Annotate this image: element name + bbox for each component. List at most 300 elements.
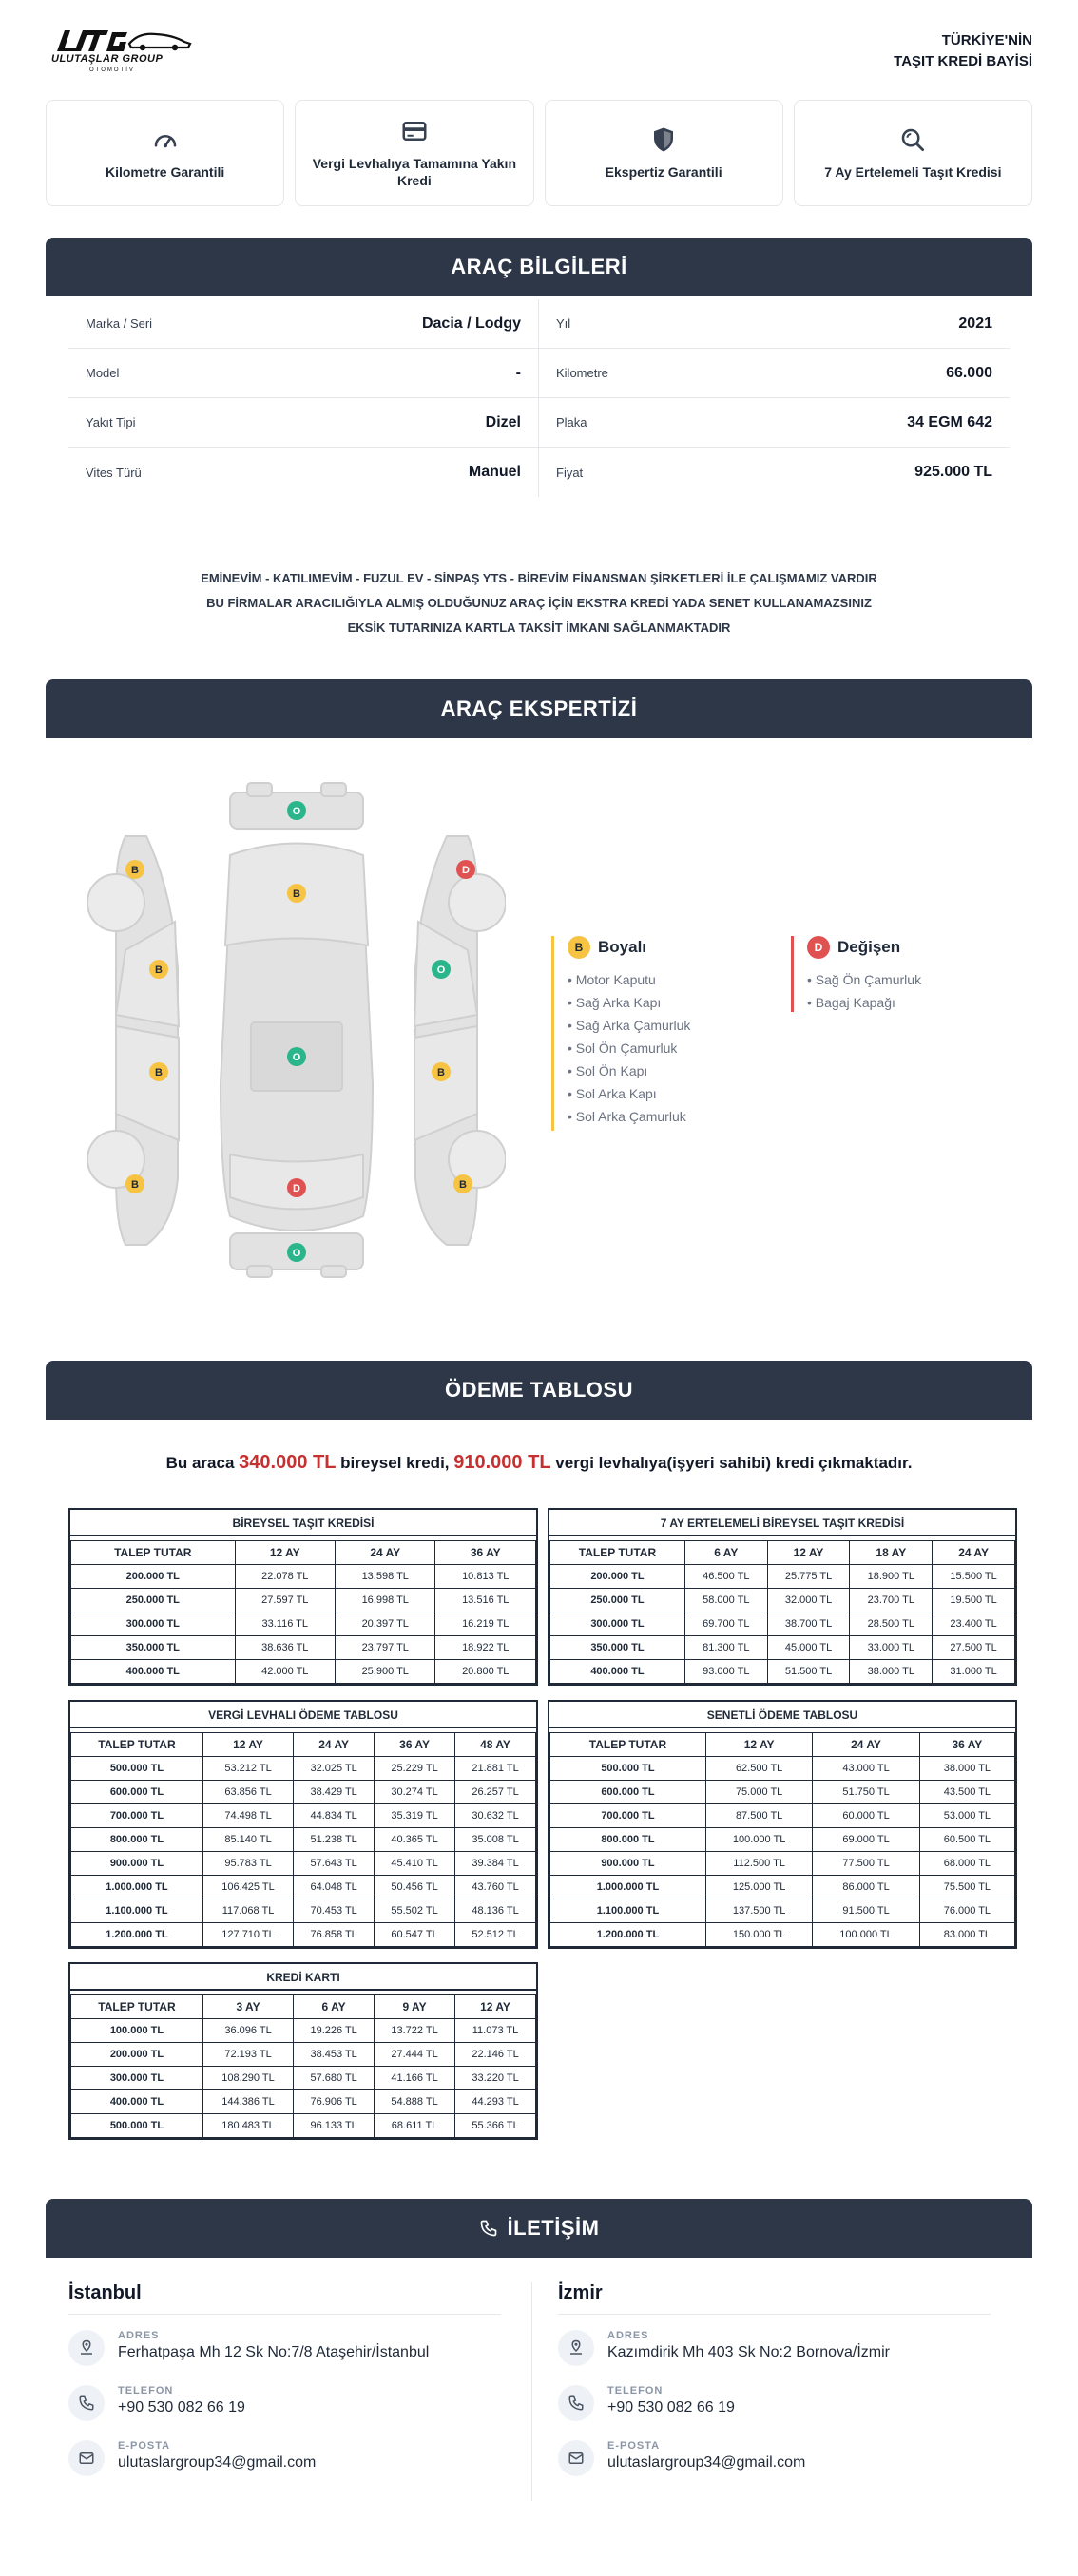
address-icon	[558, 2330, 594, 2366]
requested-amount-cell: 300.000 TL	[71, 1612, 236, 1636]
requested-amount-cell: 500.000 TL	[71, 2114, 203, 2138]
summary-text: bireysel kredi,	[340, 1454, 450, 1472]
svg-text:O: O	[292, 1248, 301, 1259]
column-header: TALEP TUTAR	[71, 1733, 203, 1757]
table-row	[71, 1565, 536, 1589]
installment-cell: 25.900 TL	[336, 1660, 435, 1684]
requested-amount-cell: 1.000.000 TL	[71, 1876, 203, 1899]
column-header: 36 AY	[919, 1733, 1014, 1757]
installment-cell: 43.000 TL	[813, 1757, 919, 1781]
marker-roof[interactable]	[287, 1047, 306, 1066]
info-key: Yakıt Tipi	[86, 415, 136, 429]
table-row	[550, 1660, 1015, 1684]
installment-cell: 40.365 TL	[375, 1828, 455, 1852]
info-row	[539, 299, 1010, 349]
svg-text:B: B	[155, 1067, 163, 1078]
table-row	[550, 1804, 1015, 1828]
list-item: • Sağ Arka Çamurluk	[568, 1014, 690, 1037]
column-header: 12 AY	[455, 1995, 536, 2019]
table-row	[550, 1876, 1015, 1899]
email-link[interactable]: ulutaslargroup34@gmail.com	[607, 2454, 806, 2471]
installment-cell: 51.500 TL	[767, 1660, 850, 1684]
legend-painted-title	[568, 936, 690, 959]
personal-credit-amount: 340.000 TL	[239, 1452, 337, 1473]
section-title: İLETİŞİM	[507, 2216, 600, 2240]
installment-cell: 11.073 TL	[455, 2019, 536, 2043]
installment-cell: 69.700 TL	[684, 1612, 767, 1636]
table-title: VERGİ LEVHALI ÖDEME TABLOSU	[70, 1702, 536, 1728]
requested-amount-cell: 400.000 TL	[550, 1660, 685, 1684]
replaced-parts-list	[807, 968, 921, 1014]
column-header: 48 AY	[455, 1733, 536, 1757]
table-row	[71, 1899, 536, 1923]
table-row	[550, 1899, 1015, 1923]
section-title: ARAÇ BİLGİLERİ	[46, 238, 1032, 296]
summary-text: Bu araca	[165, 1454, 235, 1472]
installment-cell: 75.500 TL	[919, 1876, 1014, 1899]
installment-cell: 33.220 TL	[455, 2067, 536, 2090]
phone-label: TELEFON	[607, 2385, 664, 2396]
info-row	[68, 398, 538, 448]
marker-hood[interactable]	[287, 884, 306, 903]
info-key: Vites Türü	[86, 465, 142, 480]
installment-cell: 18.922 TL	[435, 1636, 536, 1660]
table-row	[550, 1781, 1015, 1804]
marker-right-front-door[interactable]	[432, 960, 451, 979]
column-header: 18 AY	[850, 1541, 933, 1565]
info-value: -	[515, 364, 521, 381]
site-header	[46, 27, 1032, 84]
table-title: SENETLİ ÖDEME TABLOSU	[549, 1702, 1015, 1728]
installment-cell: 55.502 TL	[375, 1899, 455, 1923]
table-row	[71, 1589, 536, 1612]
table-row	[550, 1636, 1015, 1660]
column-header: 12 AY	[705, 1733, 812, 1757]
marker-right-front-fender[interactable]	[456, 860, 475, 879]
installment-cell: 15.500 TL	[933, 1565, 1015, 1589]
section-title: ÖDEME TABLOSU	[46, 1361, 1032, 1420]
svg-text:B: B	[293, 888, 300, 900]
table-row	[71, 1804, 536, 1828]
installment-cell: 112.500 TL	[705, 1852, 812, 1876]
feature-card-expertise	[545, 100, 783, 206]
installment-cell: 72.193 TL	[202, 2043, 293, 2067]
installment-cell: 30.632 TL	[455, 1804, 536, 1828]
installment-cell: 45.000 TL	[767, 1636, 850, 1660]
installment-cell: 13.516 TL	[435, 1589, 536, 1612]
table-row	[71, 2043, 536, 2067]
column-header: 36 AY	[435, 1541, 536, 1565]
expertise-header	[46, 679, 1032, 738]
requested-amount-cell: 800.000 TL	[550, 1828, 706, 1852]
column-header: TALEP TUTAR	[550, 1733, 706, 1757]
legend-title: Boyalı	[598, 938, 647, 956]
svg-text:D: D	[293, 1183, 300, 1194]
list-item: • Bagaj Kapağı	[807, 991, 921, 1014]
installment-cell: 36.096 TL	[202, 2019, 293, 2043]
installment-cell: 38.000 TL	[919, 1757, 1014, 1781]
table-kredi-karti	[68, 1962, 538, 2140]
address-item	[558, 2330, 991, 2385]
vehicle-info-right	[539, 299, 1010, 497]
installment-cell: 45.410 TL	[375, 1852, 455, 1876]
info-value: Dacia / Lodgy	[421, 315, 521, 332]
tagline-line2: TAŞIT KREDİ BAYİSİ	[894, 53, 1032, 69]
info-value: Dizel	[485, 413, 521, 430]
table-row	[71, 2114, 536, 2138]
installment-cell: 44.834 TL	[294, 1804, 375, 1828]
requested-amount-cell: 1.200.000 TL	[71, 1923, 203, 1947]
installment-cell: 21.881 TL	[455, 1757, 536, 1781]
installment-cell: 38.429 TL	[294, 1781, 375, 1804]
installment-cell: 46.500 TL	[684, 1565, 767, 1589]
requested-amount-cell: 600.000 TL	[550, 1781, 706, 1804]
installment-cell: 23.400 TL	[933, 1612, 1015, 1636]
info-key: Kilometre	[556, 366, 608, 380]
installment-cell: 100.000 TL	[813, 1923, 919, 1947]
requested-amount-cell: 200.000 TL	[71, 1565, 236, 1589]
table-row	[71, 1660, 536, 1684]
tagline-line1: TÜRKİYE'NİN	[941, 32, 1032, 48]
notice-line: BU FİRMALAR ARACILIĞIYLA ALMIŞ OLDUĞUNUZ ARAÇ İÇİN EKSTRA KREDİ YADA SENET KULLANAMAZSINIZ	[206, 596, 872, 610]
info-row	[68, 349, 538, 398]
requested-amount-cell: 500.000 TL	[71, 1757, 203, 1781]
mail-icon	[558, 2440, 594, 2476]
installment-cell: 77.500 TL	[813, 1852, 919, 1876]
svg-text:O: O	[436, 964, 446, 976]
card-icon	[400, 117, 429, 145]
feature-label: 7 Ay Ertelemeli Taşıt Kredisi	[824, 164, 1002, 180]
info-value: Manuel	[468, 464, 521, 480]
marker-left-rear-door[interactable]	[149, 1062, 168, 1081]
summary-text: vergi levhalıya(işyeri sahibi) kredi çıkmaktadır.	[555, 1454, 913, 1472]
installment-cell: 27.444 TL	[375, 2043, 455, 2067]
contact-header	[46, 2199, 1032, 2258]
installment-cell: 50.456 TL	[375, 1876, 455, 1899]
email-item[interactable]	[68, 2440, 501, 2495]
installment-cell: 144.386 TL	[202, 2090, 293, 2114]
installment-cell: 125.000 TL	[705, 1876, 812, 1899]
installment-cell: 52.512 TL	[455, 1923, 536, 1947]
svg-text:B: B	[155, 964, 163, 976]
requested-amount-cell: 900.000 TL	[71, 1852, 203, 1876]
table-row	[71, 1757, 536, 1781]
logo-text: ULUTAŞLAR GROUP	[51, 53, 164, 65]
column-header: TALEP TUTAR	[550, 1541, 685, 1565]
legend-replaced-title	[807, 936, 921, 959]
list-item: • Sağ Arka Kapı	[568, 991, 690, 1014]
marker-left-front-door[interactable]	[149, 960, 168, 979]
phone-item[interactable]	[558, 2385, 991, 2440]
requested-amount-cell: 1.100.000 TL	[550, 1899, 706, 1923]
info-key: Marka / Seri	[86, 316, 153, 331]
header-tagline	[894, 30, 1032, 72]
table-title: KREDİ KARTI	[70, 1964, 536, 1991]
installment-cell: 106.425 TL	[202, 1876, 293, 1899]
payment-table	[70, 1540, 536, 1684]
email-item[interactable]	[558, 2440, 991, 2495]
installment-cell: 96.133 TL	[294, 2114, 375, 2138]
installment-cell: 48.136 TL	[455, 1899, 536, 1923]
feature-label: Kilometre Garantili	[105, 164, 225, 180]
installment-cell: 42.000 TL	[235, 1660, 335, 1684]
installment-cell: 86.000 TL	[813, 1876, 919, 1899]
column-header: TALEP TUTAR	[71, 1995, 203, 2019]
feature-label: Vergi Levhalıya Tamamına Yakın Kredi	[312, 156, 516, 188]
installment-cell: 93.000 TL	[684, 1660, 767, 1684]
installment-cell: 44.293 TL	[455, 2090, 536, 2114]
phone-link[interactable]: +90 530 082 66 19	[118, 2399, 245, 2415]
requested-amount-cell: 1.100.000 TL	[71, 1899, 203, 1923]
table-header-row	[71, 1733, 536, 1757]
marker-right-rear-fender[interactable]	[453, 1174, 472, 1193]
installment-cell: 180.483 TL	[202, 2114, 293, 2138]
installment-cell: 68.000 TL	[919, 1852, 1014, 1876]
table-bireysel-kredi	[68, 1508, 538, 1686]
info-row	[539, 349, 1010, 398]
installment-cell: 32.000 TL	[767, 1589, 850, 1612]
legend-title: Değişen	[837, 938, 901, 956]
table-header-row	[550, 1733, 1015, 1757]
svg-text:B: B	[459, 1179, 467, 1191]
info-value: 34 EGM 642	[907, 413, 992, 430]
marker-right-rear-door[interactable]	[432, 1062, 451, 1081]
requested-amount-cell: 900.000 TL	[550, 1852, 706, 1876]
installment-cell: 25.229 TL	[375, 1757, 455, 1781]
table-header-row	[71, 1995, 536, 2019]
installment-cell: 57.680 TL	[294, 2067, 375, 2090]
table-ertelemeli-kredi	[548, 1508, 1017, 1686]
address-icon	[68, 2330, 105, 2366]
feature-cards	[46, 100, 1032, 206]
painted-dot-icon: B	[568, 936, 590, 959]
table-row	[71, 1612, 536, 1636]
info-value: 925.000 TL	[914, 464, 992, 480]
installment-cell: 27.597 TL	[235, 1589, 335, 1612]
installment-cell: 30.274 TL	[375, 1781, 455, 1804]
table-row	[550, 1852, 1015, 1876]
installment-cell: 64.048 TL	[294, 1876, 375, 1899]
logo-car-icon	[51, 27, 194, 55]
installment-cell: 43.760 TL	[455, 1876, 536, 1899]
table-title: BİREYSEL TAŞIT KREDİSİ	[70, 1510, 536, 1536]
address-value: Kazımdirik Mh 403 Sk No:2 Bornova/İzmir	[607, 2344, 890, 2360]
requested-amount-cell: 300.000 TL	[550, 1612, 685, 1636]
info-key: Yıl	[556, 316, 571, 331]
payment-table	[549, 1732, 1015, 1947]
installment-cell: 51.750 TL	[813, 1781, 919, 1804]
table-row	[71, 1852, 536, 1876]
installment-cell: 75.000 TL	[705, 1781, 812, 1804]
vehicle-info-table	[68, 299, 1010, 480]
installment-cell: 87.500 TL	[705, 1804, 812, 1828]
installment-cell: 60.500 TL	[919, 1828, 1014, 1852]
installment-cell: 35.008 TL	[455, 1828, 536, 1852]
table-row	[71, 1781, 536, 1804]
installment-cell: 137.500 TL	[705, 1899, 812, 1923]
city-title: İzmir	[558, 2282, 991, 2315]
column-header: 24 AY	[933, 1541, 1015, 1565]
table-row	[550, 1612, 1015, 1636]
list-item: • Motor Kaputu	[568, 968, 690, 991]
installment-cell: 16.219 TL	[435, 1612, 536, 1636]
column-header: 12 AY	[202, 1733, 293, 1757]
table-row	[71, 2019, 536, 2043]
requested-amount-cell: 700.000 TL	[550, 1804, 706, 1828]
legend-painted	[551, 936, 690, 1131]
installment-cell: 108.290 TL	[202, 2067, 293, 2090]
column-header: 6 AY	[684, 1541, 767, 1565]
vehicle-info-header	[46, 238, 1032, 296]
installment-cell: 76.906 TL	[294, 2090, 375, 2114]
info-row	[539, 398, 1010, 448]
requested-amount-cell: 500.000 TL	[550, 1757, 706, 1781]
address-label: ADRES	[118, 2330, 160, 2341]
requested-amount-cell: 800.000 TL	[71, 1828, 203, 1852]
installment-cell: 83.000 TL	[919, 1923, 1014, 1947]
table-row	[550, 1565, 1015, 1589]
installment-cell: 18.900 TL	[850, 1565, 933, 1589]
info-row	[539, 448, 1010, 497]
installment-cell: 100.000 TL	[705, 1828, 812, 1852]
marker-left-front-fender[interactable]	[125, 860, 144, 879]
table-header-row	[550, 1541, 1015, 1565]
replaced-dot-icon: D	[807, 936, 830, 959]
marker-left-rear-fender[interactable]	[125, 1174, 144, 1193]
installment-cell: 33.116 TL	[235, 1612, 335, 1636]
table-vergi-levhali	[68, 1700, 538, 1949]
info-key: Model	[86, 366, 120, 380]
installment-cell: 38.700 TL	[767, 1612, 850, 1636]
requested-amount-cell: 200.000 TL	[71, 2043, 203, 2067]
requested-amount-cell: 400.000 TL	[71, 1660, 236, 1684]
installment-cell: 38.636 TL	[235, 1636, 335, 1660]
table-title: 7 AY ERTELEMELİ BİREYSEL TAŞIT KREDİSİ	[549, 1510, 1015, 1536]
table-row	[550, 1757, 1015, 1781]
installment-cell: 25.775 TL	[767, 1565, 850, 1589]
table-row	[71, 1828, 536, 1852]
installment-cell: 55.366 TL	[455, 2114, 536, 2138]
info-value: 2021	[958, 315, 992, 332]
requested-amount-cell: 1.000.000 TL	[550, 1876, 706, 1899]
installment-cell: 10.813 TL	[435, 1565, 536, 1589]
marker-trunk[interactable]	[287, 1178, 306, 1197]
feature-card-deferred	[794, 100, 1032, 206]
requested-amount-cell: 600.000 TL	[71, 1781, 203, 1804]
contact-divider	[531, 2282, 532, 2501]
installment-cell: 13.722 TL	[375, 2019, 455, 2043]
svg-text:B: B	[437, 1067, 445, 1078]
address-value: Ferhatpaşa Mh 12 Sk No:7/8 Ataşehir/İstanbul	[118, 2344, 430, 2360]
phone-label: TELEFON	[118, 2385, 174, 2396]
table-row	[71, 1923, 536, 1947]
installment-cell: 51.238 TL	[294, 1828, 375, 1852]
installment-cell: 43.500 TL	[919, 1781, 1014, 1804]
table-row	[71, 1876, 536, 1899]
svg-text:D: D	[462, 865, 470, 876]
requested-amount-cell: 1.200.000 TL	[550, 1923, 706, 1947]
contact-title-bar	[46, 2199, 1032, 2258]
list-item: • Sağ Ön Çamurluk	[807, 968, 921, 991]
installment-cell: 69.000 TL	[813, 1828, 919, 1852]
list-item: • Sol Arka Kapı	[568, 1082, 690, 1105]
installment-cell: 117.068 TL	[202, 1899, 293, 1923]
column-header: 6 AY	[294, 1995, 375, 2019]
phone-icon	[68, 2385, 105, 2421]
installment-cell: 20.397 TL	[336, 1612, 435, 1636]
address-label: ADRES	[607, 2330, 649, 2341]
feature-label: Ekspertiz Garantili	[605, 164, 722, 180]
installment-cell: 23.700 TL	[850, 1589, 933, 1612]
column-header: 24 AY	[336, 1541, 435, 1565]
brand-logo[interactable]	[51, 27, 194, 76]
credit-summary	[46, 1452, 1032, 1474]
column-header: 3 AY	[202, 1995, 293, 2019]
contact-istanbul	[68, 2282, 501, 2495]
installment-cell: 22.078 TL	[235, 1565, 335, 1589]
installment-cell: 76.000 TL	[919, 1899, 1014, 1923]
email-link[interactable]: ulutaslargroup34@gmail.com	[118, 2454, 317, 2471]
installment-cell: 38.000 TL	[850, 1660, 933, 1684]
marker-front-bumper[interactable]	[287, 801, 306, 820]
marker-rear-bumper[interactable]	[287, 1243, 306, 1262]
installment-cell: 19.226 TL	[294, 2019, 375, 2043]
list-item: • Sol Ön Kapı	[568, 1059, 690, 1082]
list-item: • Sol Arka Çamurluk	[568, 1105, 690, 1128]
column-header: 9 AY	[375, 1995, 455, 2019]
installment-cell: 127.710 TL	[202, 1923, 293, 1947]
payment-table	[70, 1994, 536, 2138]
phone-link[interactable]: +90 530 082 66 19	[607, 2399, 735, 2415]
payment-table	[70, 1732, 536, 1947]
installment-cell: 150.000 TL	[705, 1923, 812, 1947]
info-row	[68, 448, 538, 497]
painted-parts-list	[568, 968, 690, 1128]
installment-cell: 60.547 TL	[375, 1923, 455, 1947]
table-row	[550, 1923, 1015, 1947]
info-key: Plaka	[556, 415, 587, 429]
phone-item[interactable]	[68, 2385, 501, 2440]
city-title: İstanbul	[68, 2282, 501, 2315]
notice-line: EMİNEVİM - KATILIMEVİM - FUZUL EV - SİNPAŞ YTS - BİREVİM FİNANSMAN ŞİRKETLERİ İLE ÇALIŞMAMIZ VARDIR	[201, 571, 877, 585]
svg-text:O: O	[292, 1052, 301, 1063]
column-header: 36 AY	[375, 1733, 455, 1757]
feature-card-tax	[295, 100, 533, 206]
installment-cell: 76.858 TL	[294, 1923, 375, 1947]
table-senetli	[548, 1700, 1017, 1949]
requested-amount-cell: 200.000 TL	[550, 1565, 685, 1589]
payment-table	[549, 1540, 1015, 1684]
installment-cell: 23.797 TL	[336, 1636, 435, 1660]
column-header: 12 AY	[767, 1541, 850, 1565]
mail-icon	[68, 2440, 105, 2476]
installment-cell: 20.800 TL	[435, 1660, 536, 1684]
financing-notice	[46, 566, 1032, 640]
installment-cell: 28.500 TL	[850, 1612, 933, 1636]
installment-cell: 57.643 TL	[294, 1852, 375, 1876]
business-credit-amount: 910.000 TL	[453, 1452, 551, 1473]
installment-cell: 70.453 TL	[294, 1899, 375, 1923]
table-row	[71, 2067, 536, 2090]
installment-cell: 41.166 TL	[375, 2067, 455, 2090]
email-label: E-POSTA	[118, 2440, 171, 2452]
column-header: 24 AY	[294, 1733, 375, 1757]
phone-icon	[479, 2219, 498, 2238]
installment-cell: 33.000 TL	[850, 1636, 933, 1660]
requested-amount-cell: 350.000 TL	[550, 1636, 685, 1660]
requested-amount-cell: 100.000 TL	[71, 2019, 203, 2043]
email-label: E-POSTA	[607, 2440, 661, 2452]
